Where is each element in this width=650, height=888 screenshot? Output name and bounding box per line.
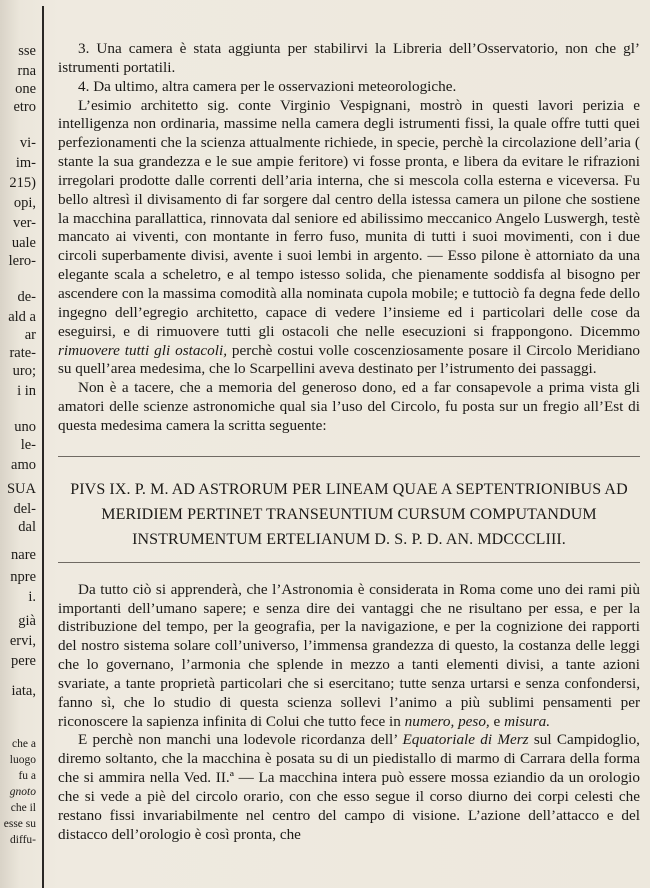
margin-fragment: fu a (18, 770, 36, 782)
margin-fragment: esse su (3, 818, 36, 830)
margin-fragment: SUA (6, 481, 36, 497)
italic-text: Equatoriale di Merz (402, 731, 529, 749)
margin-fragment: opi, (13, 195, 36, 211)
italic-text: misura. (504, 712, 551, 730)
margin-fragment: dal (18, 519, 36, 535)
margin-fragment: vi- (19, 135, 36, 151)
margin-fragment: sse (18, 43, 36, 59)
text-run: Da tutto ciò si apprenderà, che l’Astronomia è considerata in Roma come uno dei rami più importanti dell’umano sapere; e senza dire dei vantaggi che ne risultano per essa, e per la distribuzione del tempo, per la geografia, per la navigazione, e per la cognizione dei rapporti del nostro sistema solare coll’universo, l’immensa grandezza di questo, la costanza delle leggi che lo governano, l’armonia che splende in mezzo a tanti elementi divisi, a tante azioni svariate, a tante proprietà particolari che si esercitano; tutte senza urtarsi e senza confondersi, fanno sì, che lo studio di questa scienza sollevi l’animo a più sublimi pensamenti per riconoscere la sapienza infinita di Colui che tutto fece in (58, 580, 640, 730)
margin-fragment: 215) (9, 175, 36, 191)
margin-fragment: pere (11, 653, 36, 669)
margin-fragment: rate- (9, 345, 36, 361)
text-run: sul Campidoglio, diremo soltanto, che la macchina è posata su di un piedistallo di marmo di Carrara della forma che si ammira nella Ved. II.ª — La macchina intera può essere mossa eziandio da un orologio che si vede a piè del circolo orario, con che esso segue il corso diurno dei corpi celesti che restano fissi invariabilmente nel centro del campo di visione. L’azione dell’attacco e del distacco dell’orologio è così pronta, che (58, 731, 640, 843)
margin-fragment: gnoto (9, 786, 36, 798)
margin-fragment: amo (11, 457, 36, 473)
margin-fragment: uale (11, 235, 36, 251)
margin-fragment: etro (13, 99, 36, 115)
margin-fragment: uno (14, 419, 36, 435)
text-run: E perchè non manchi una lodevole ricordanza dell’ (78, 731, 403, 749)
italic-text: rimuovere tutti gli ostacoli, (58, 341, 228, 359)
previous-page-margin (0, 0, 40, 888)
paragraph-astronomy (58, 581, 640, 732)
margin-fragment: che a (12, 738, 36, 750)
text-run: perchè costui volle coscenziosamente posare il Circolo Meridiano su quell’area medesima, che lo Scarpellini aveva destinato per l’istrumento dei passaggi. (58, 341, 641, 378)
italic-text: numero, peso, (404, 712, 490, 730)
margin-fragment: i in (17, 383, 36, 399)
margin-fragment: nare (11, 547, 36, 563)
main-text-column (58, 40, 640, 845)
margin-fragment: ar (24, 327, 36, 343)
inscription-block (58, 456, 640, 563)
margin-fragment: uro; (12, 363, 36, 379)
margin-fragment: luogo (9, 754, 36, 766)
margin-fragment: npre (10, 569, 36, 585)
margin-fragment: de- (17, 289, 36, 305)
column-rule (42, 6, 44, 888)
margin-fragment: im- (15, 155, 36, 171)
margin-fragment: iata, (11, 683, 36, 699)
text-run: e (489, 712, 505, 730)
margin-fragment: già (18, 613, 36, 629)
spacer (58, 563, 640, 581)
margin-fragment: ald a (8, 309, 36, 325)
margin-fragment: del- (13, 501, 36, 517)
margin-fragment: ver- (12, 215, 36, 231)
paragraph-item-3: 3. Una camera è stata aggiunta per stabilirvi la Libreria dell’Osservatorio, non che gl’ istrumenti portatili. (58, 40, 640, 76)
paragraph-memorial: Non è a tacere, che a memoria del generoso dono, ed a far consapevole a prima vista gli amatori delle scienze astronomiche qual sia l’uso del Circolo, fu posta sur un fregio all’Est di questa medesima camera la scritta seguente: (58, 379, 640, 434)
margin-fragment: lero- (8, 253, 36, 269)
margin-fragment: diffu- (10, 834, 36, 846)
margin-fragment: one (15, 81, 36, 97)
margin-fragment: le- (20, 437, 36, 453)
margin-fragment: rna (17, 63, 36, 79)
margin-fragment: che il (10, 802, 36, 814)
margin-fragment: ervi, (9, 633, 36, 649)
paragraph-equatorial (58, 731, 640, 844)
paragraph-item-4: 4. Da ultimo, altra camera per le osservazioni meteorologiche. (78, 77, 457, 95)
inscription-text: PIVS IX. P. M. AD ASTRORUM PER LINEAM QUAE A SEPTENTRIONIBUS AD MERIDIEM PERTINET TRANSEUNTIUM CURSUM COMPUTANDUM INSTRUMENTUM ERTELIANUM D. S. P. D. AN. MDCCCLIII. (70, 480, 628, 548)
margin-fragment: i. (28, 589, 36, 605)
paragraph-architect (58, 97, 640, 380)
text-run: L’esimio architetto sig. conte Virginio Vespignani, mostrò in questi lavori perizia e intelligenza non ordinaria, massime nella camera degli istrumenti fissi, la quale offre tutti quei perfezionamenti che la scienza attualmente richiede, in specie, perchè la circolazione dell’aria ( stante la sua grandezza e le sue ampie feritore) vi fosse pronta, e libera da evitare le rifrazioni irregolari prodotte dalle correnti dell’aria interna, che si mescola colla esterna e viceversa. Fu bello altresì il divisamento di far sorgere dal centro della istessa camera un pilone che sostiene la macchina parallattica, rinnovata dal seniore ed abilissimo meccanico Angelo Luswergh, testè mancato ai viventi, con montante in ferro fuso, munita di tutti i suoi movimenti, con i due circoli superbamente divisi, avente i suoi lembi in argento. — Esso pilone è attorniato da una elegante scala a scheletro, e al tempo istesso solida, che pienamente soddisfa al bisogno per ascendere con la massima comodità alla nominata cupola mobile; e tuttociò fa degna fede dello ingegno dell’egregio architetto, capace di vedere l’insieme ed i particolari delle cose da eseguirsi, e di rimuovere tutti gli ostacoli che nelle esecuzioni si frappongono. Dicemmo (58, 96, 640, 340)
